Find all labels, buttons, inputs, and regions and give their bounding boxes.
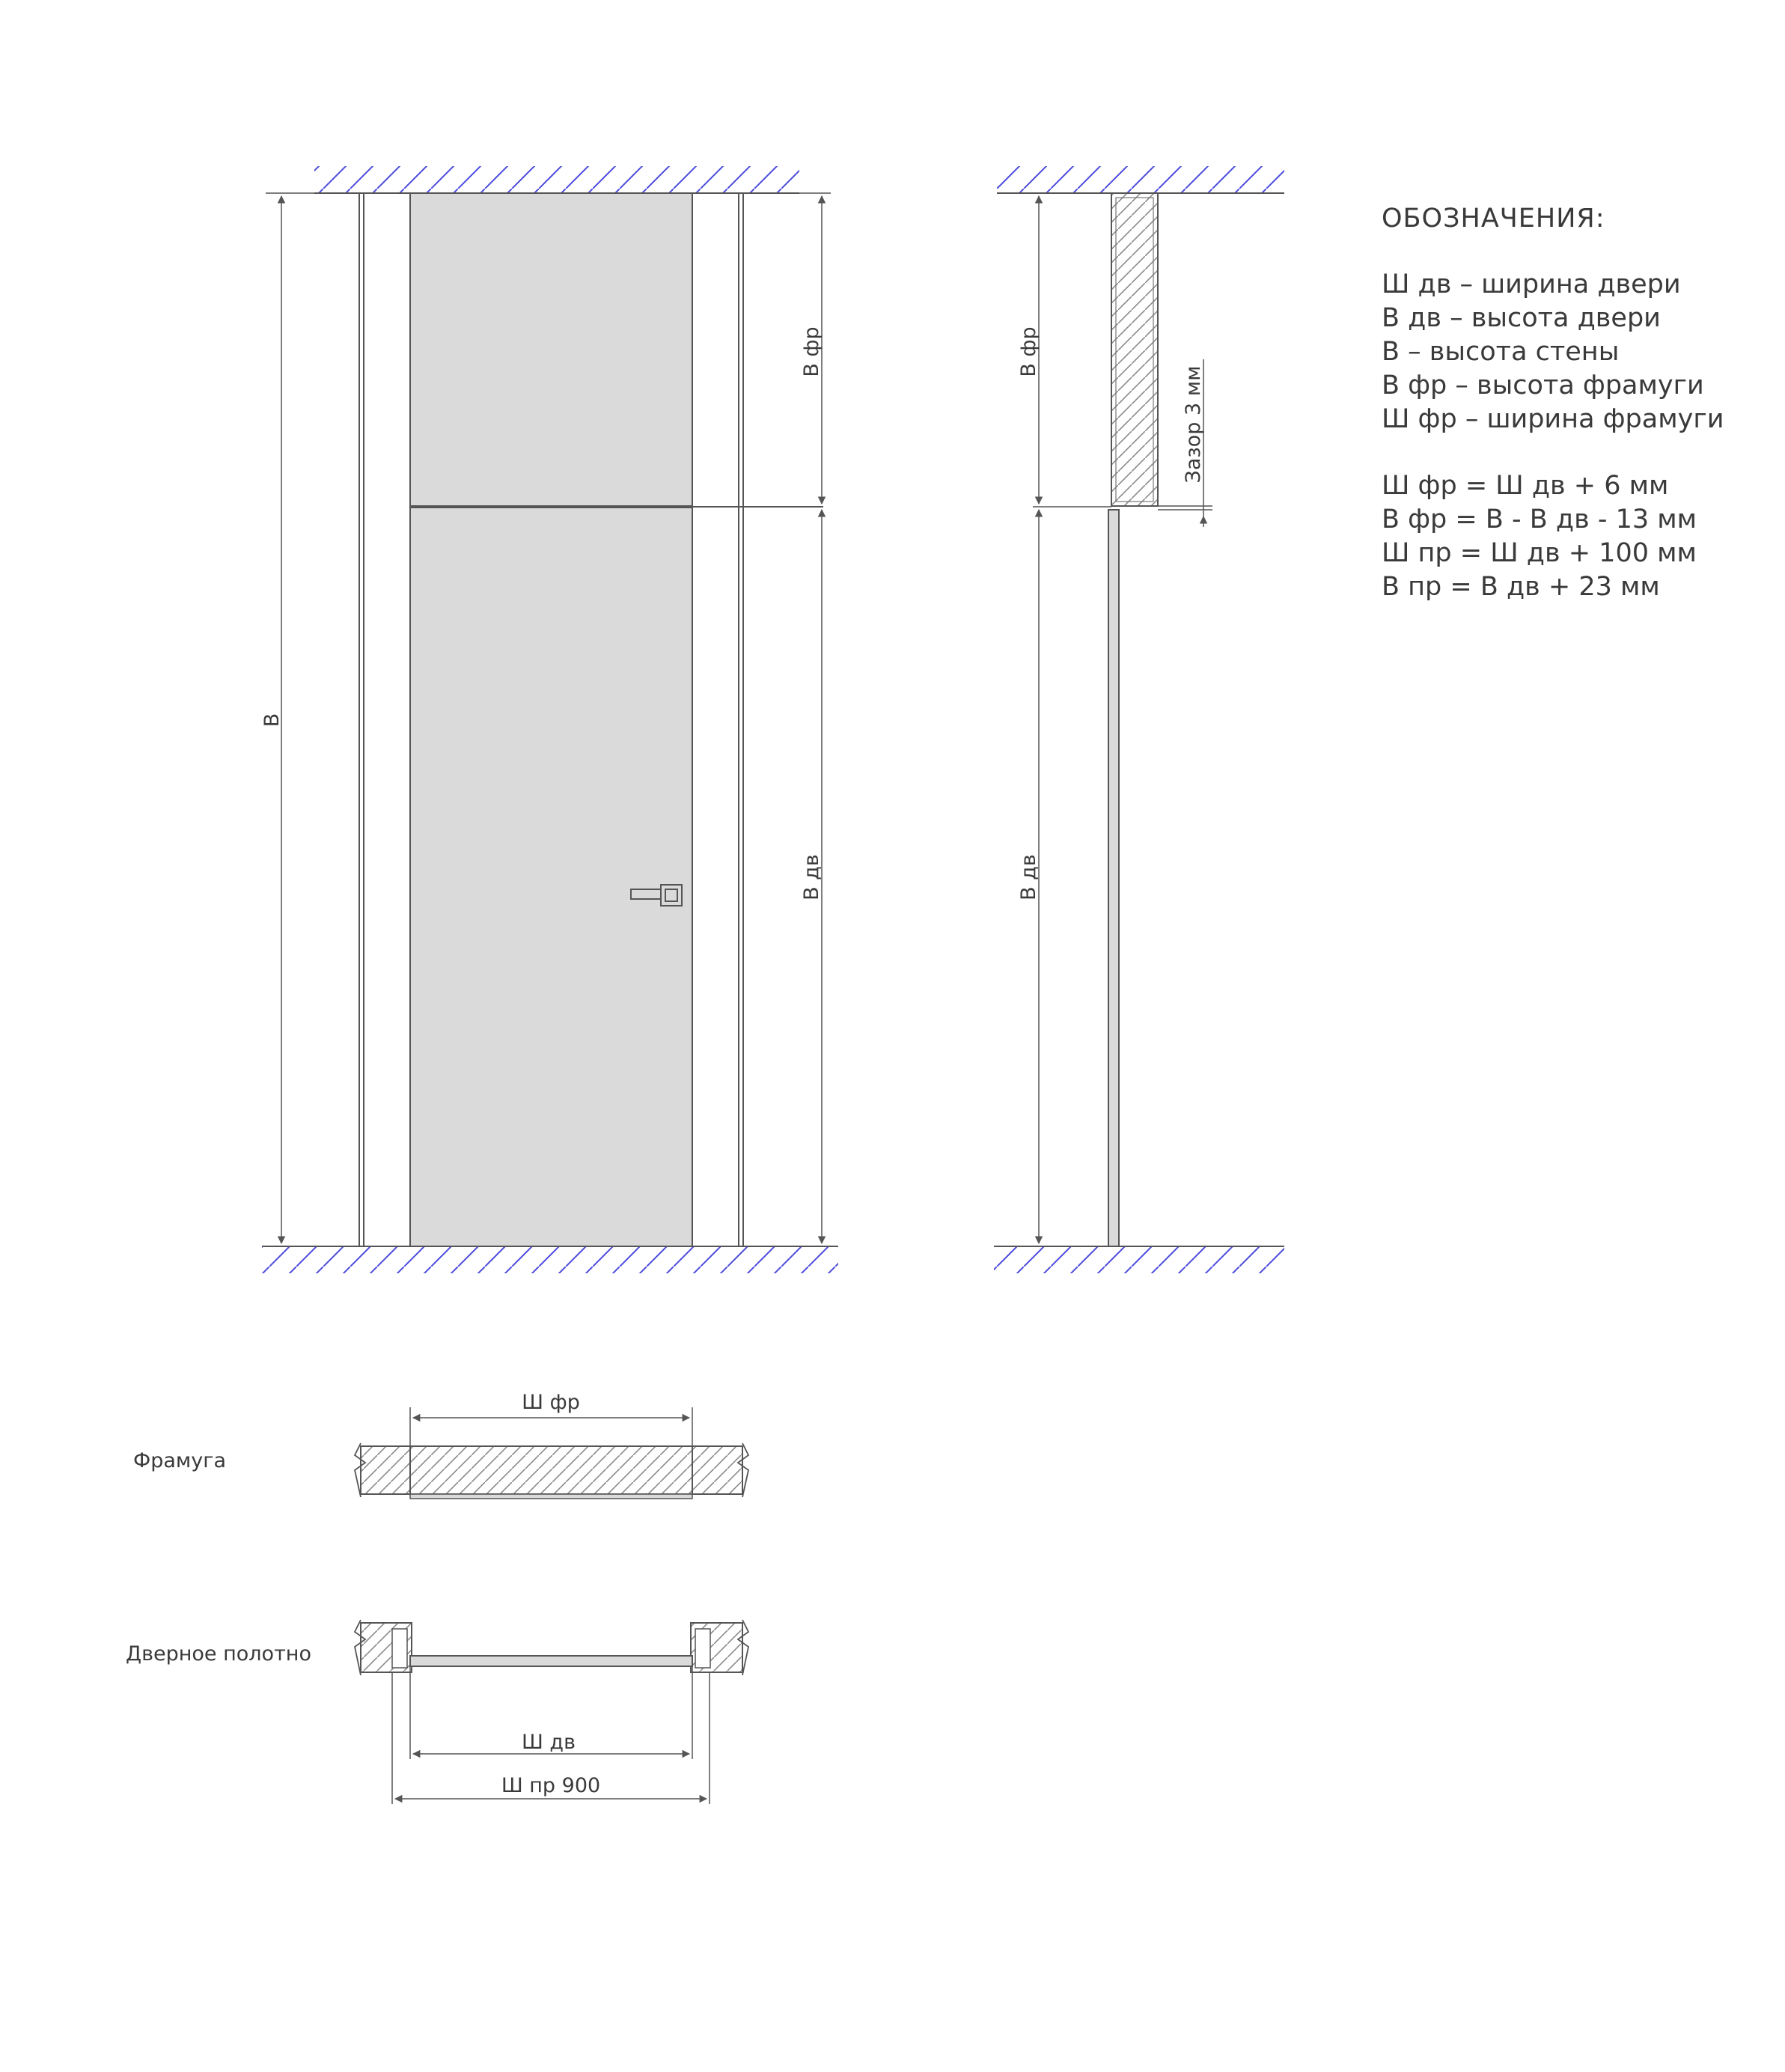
legend-title: ОБОЗНАЧЕНИЯ: [1382, 204, 1605, 234]
legend-formula: В пр = В дв + 23 мм [1382, 572, 1660, 602]
legend-definition: В – высота стены [1382, 337, 1620, 367]
ceiling-hatch-side [997, 166, 1284, 193]
label-wall-height: В [260, 713, 284, 728]
label-transom-width: Ш фр [522, 1391, 580, 1414]
transom-section [1111, 193, 1158, 506]
floor-hatch-side [994, 1246, 1284, 1273]
legend-definition: В дв – высота двери [1382, 303, 1661, 333]
floor-hatch-front [262, 1246, 838, 1273]
legend-definition: Ш дв – ширина двери [1382, 269, 1681, 299]
ceiling-hatch-front [314, 166, 799, 193]
dim-transom-height-side [1033, 196, 1111, 507]
label-section-transom: Фрамуга [133, 1449, 227, 1472]
door-leaf-plan [410, 1656, 692, 1666]
label-door-width: Ш дв [521, 1731, 576, 1754]
transom-panel [410, 193, 692, 506]
legend-formula: Ш фр = Ш дв + 6 мм [1382, 471, 1669, 501]
label-gap: Зазор 3 мм [1182, 365, 1205, 484]
legend-definitions [1382, 268, 1724, 436]
label-transom-height-front: В фр [800, 326, 823, 377]
front-elevation [260, 166, 838, 1273]
door-leaf [410, 508, 692, 1246]
label-section-door: Дверное полотно [126, 1642, 311, 1666]
side-section [994, 166, 1284, 1273]
legend-definition: Ш фр – ширина фрамуги [1382, 404, 1724, 434]
label-door-height-side: В дв [1017, 854, 1040, 901]
door-leaf-section [1108, 510, 1119, 1246]
legend [1382, 204, 1724, 637]
label-transom-height-side: В фр [1017, 326, 1040, 377]
label-door-height-front: В дв [800, 854, 823, 901]
plan-transom [133, 1391, 748, 1499]
legend-formula: В фр = В - В дв - 13 мм [1382, 505, 1697, 534]
legend-formula: Ш пр = Ш дв + 100 мм [1382, 538, 1697, 568]
plan-door [126, 1620, 748, 1804]
label-opening-width: Ш пр 900 [501, 1774, 601, 1797]
legend-definition: В фр – высота фрамуги [1382, 371, 1704, 400]
legend-formulas [1382, 469, 1724, 604]
